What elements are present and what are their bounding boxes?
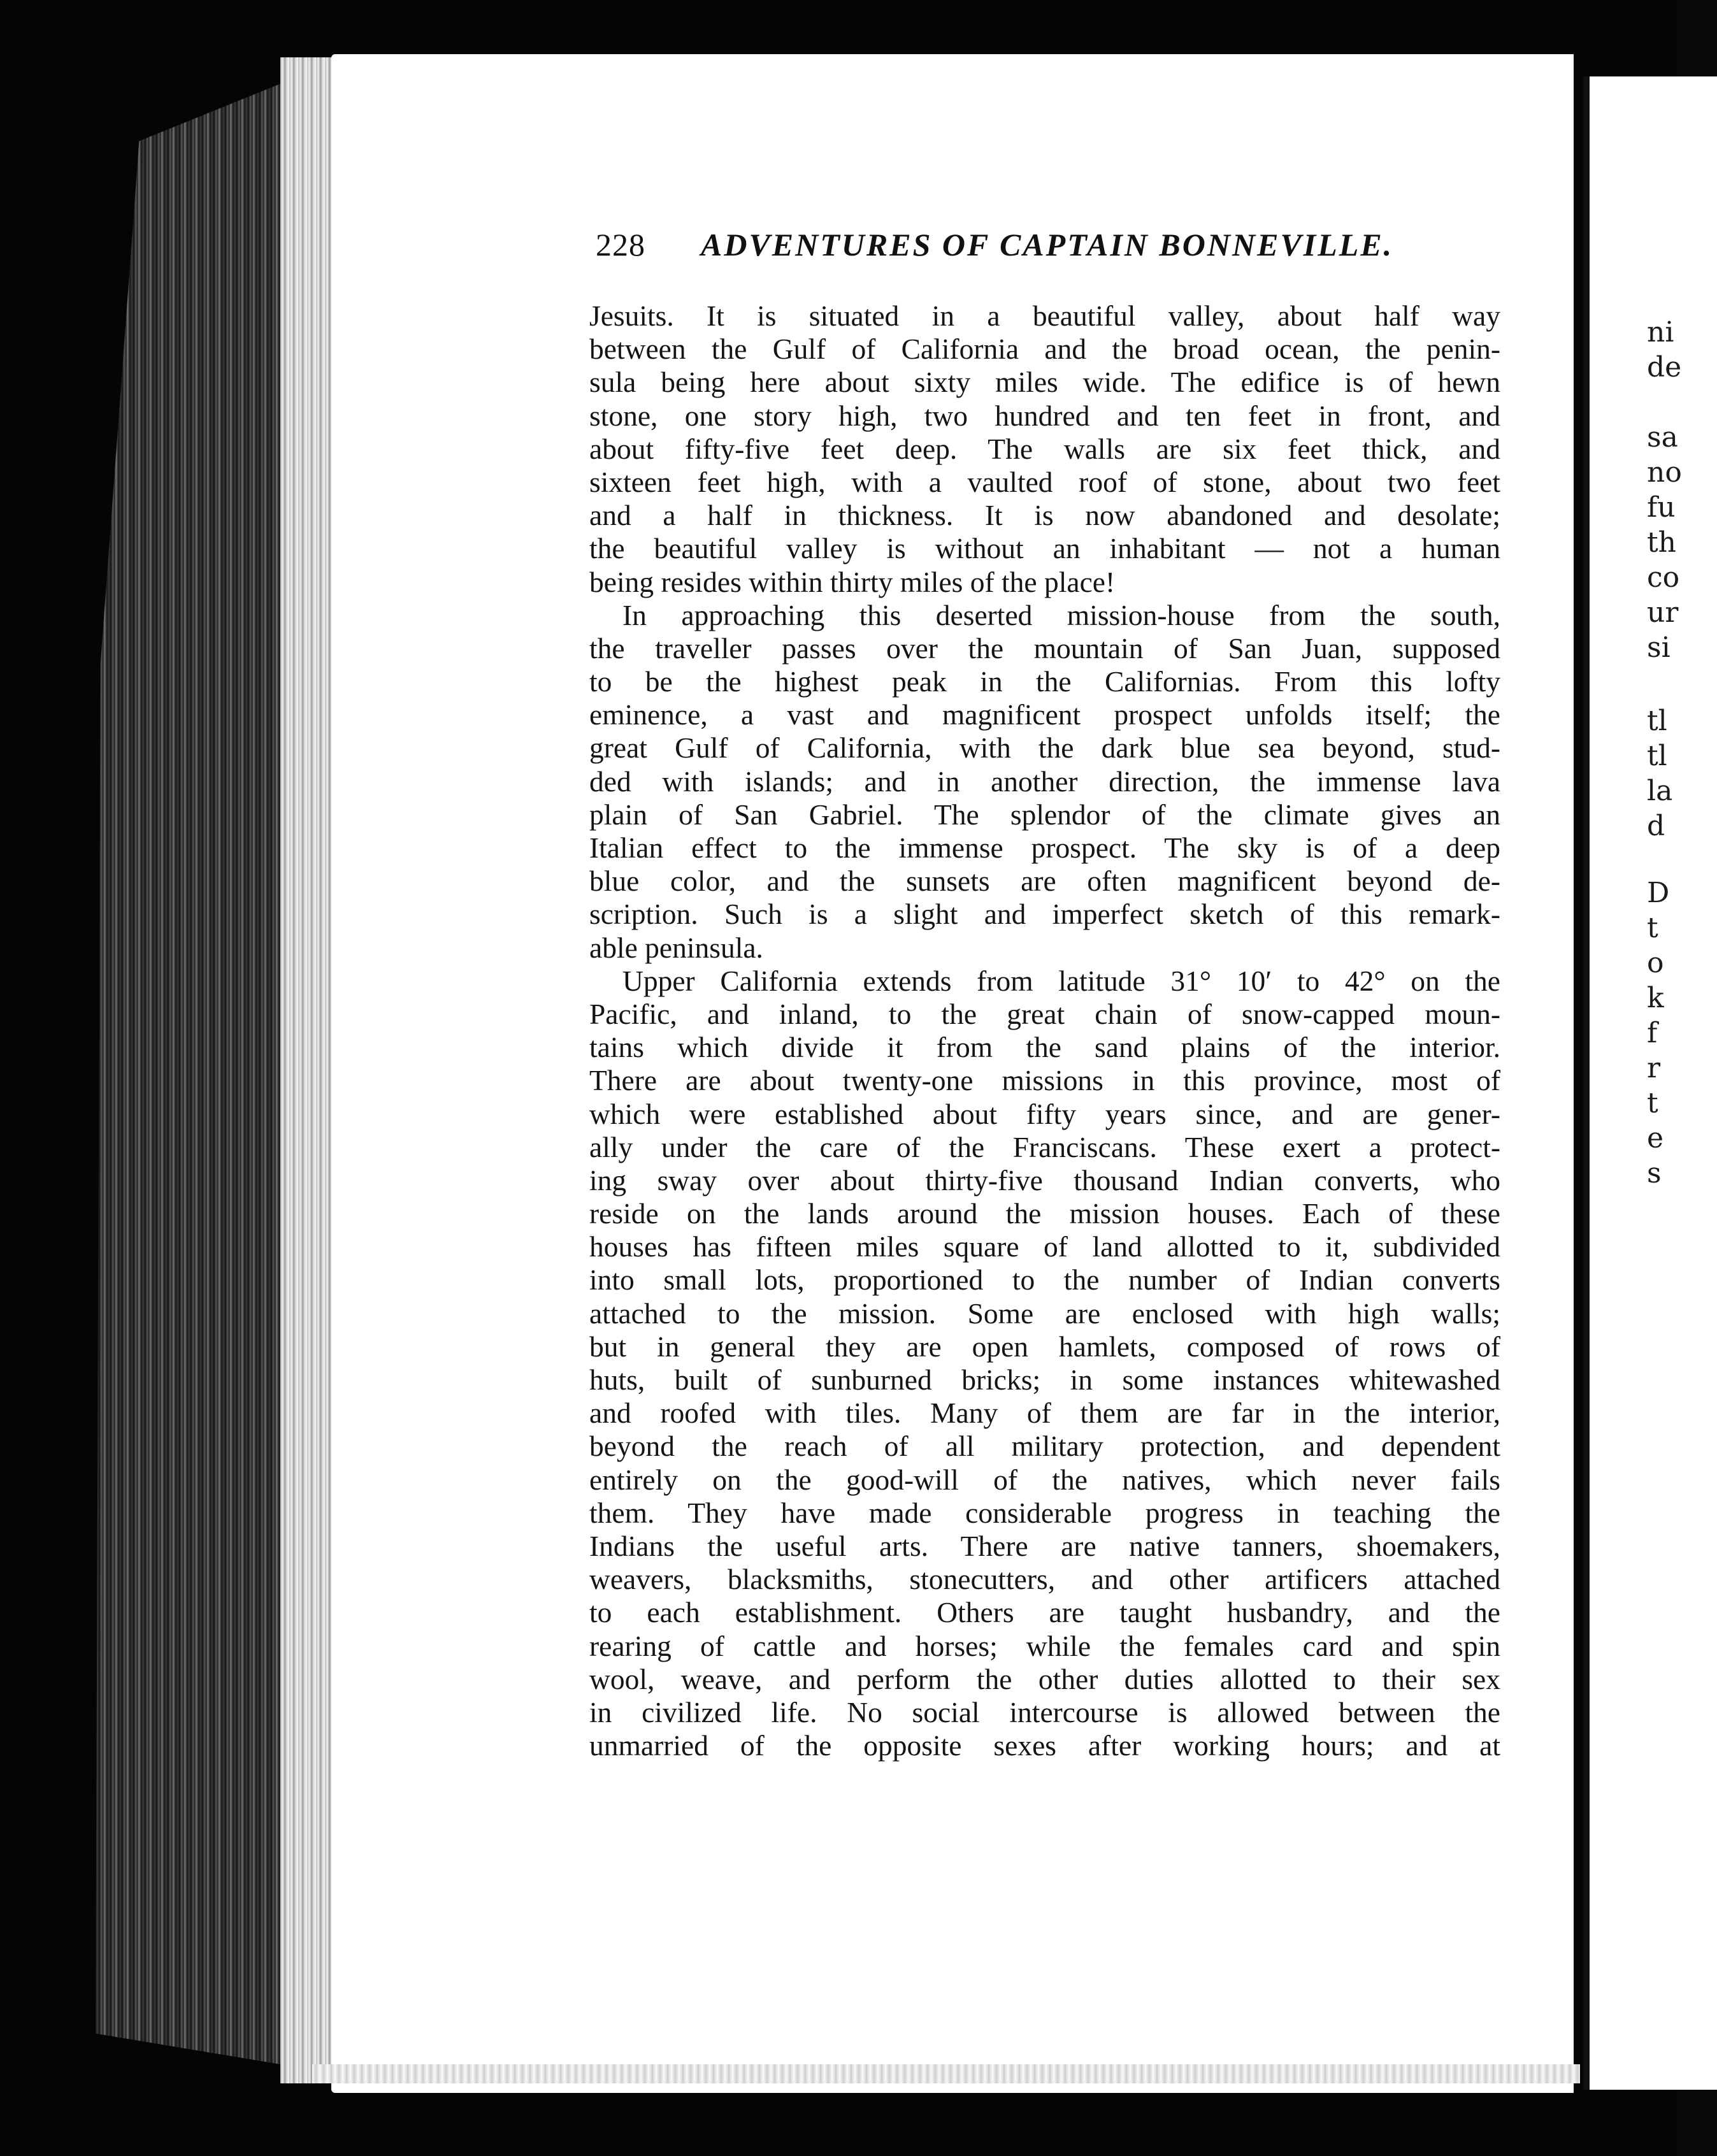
text-line: unmarried of the opposite sexes after working hours; and at xyxy=(589,1729,1500,1762)
text-line: the traveller passes over the mountain of San Juan, supposed xyxy=(589,631,1500,665)
facing-page-fragment: no xyxy=(1647,456,1682,489)
text-line: to be the highest peak in the Californias. From this lofty xyxy=(589,665,1500,698)
text-line: attached to the mission. Some are enclosed with high walls; xyxy=(589,1297,1500,1330)
text-line: them. They have made considerable progress in teaching the xyxy=(589,1496,1500,1529)
text-line: huts, built of sunburned bricks; in some instances whitewashed xyxy=(589,1363,1500,1396)
page-header xyxy=(596,226,1500,264)
body-text xyxy=(589,299,1500,1762)
text-line: reside on the lands around the mission houses. Each of these xyxy=(589,1197,1500,1230)
text-line: rearing of cattle and horses; while the females card and spin xyxy=(589,1629,1500,1662)
text-line: scription. Such is a slight and imperfect sketch of this remark- xyxy=(589,898,1500,931)
text-line: great Gulf of California, with the dark blue sea beyond, stud- xyxy=(589,731,1500,765)
facing-page-fragment: d xyxy=(1647,810,1665,842)
text-line: weavers, blacksmiths, stonecutters, and other artificers attached xyxy=(589,1563,1500,1596)
text-line: being resides within thirty miles of the place! xyxy=(589,565,1116,598)
text-line: the beautiful valley is without an inhabitant — not a human xyxy=(589,532,1500,565)
facing-page-fragment: sa xyxy=(1647,421,1678,454)
text-line: blue color, and the sunsets are often magnificent beyond de- xyxy=(589,865,1500,898)
facing-page-fragment: ni xyxy=(1647,316,1674,349)
facing-page-fragment: si xyxy=(1647,631,1670,664)
text-line: which were established about fifty years since, and are gener- xyxy=(589,1097,1500,1130)
text-line: There are about twenty-one missions in this province, most of xyxy=(589,1064,1500,1097)
text-line: able peninsula. xyxy=(589,931,763,964)
text-line: and a half in thickness. It is now abandoned and desolate; xyxy=(589,499,1500,532)
text-line: tains which divide it from the sand plains of the interior. xyxy=(589,1031,1500,1064)
text-line: houses has fifteen miles square of land allotted to it, subdivided xyxy=(589,1230,1500,1263)
facing-page-fragment: de xyxy=(1647,351,1682,384)
facing-page-fragment: D xyxy=(1647,877,1670,909)
text-line: ing sway over about thirty-five thousand Indian converts, who xyxy=(589,1163,1500,1197)
facing-page-fragment: e xyxy=(1647,1122,1664,1154)
text-line: into small lots, proportioned to the number of Indian converts xyxy=(589,1263,1500,1297)
text-line: sixteen feet high, with a vaulted roof of stone, about two feet xyxy=(589,465,1500,498)
text-line: ally under the care of the Franciscans. These exert a protect- xyxy=(589,1130,1500,1163)
running-title: ADVENTURES OF CAPTAIN BONNEVILLE. xyxy=(701,227,1394,262)
facing-page-fragment: k xyxy=(1647,982,1664,1014)
facing-page-fragment: o xyxy=(1647,947,1664,979)
text-line: In approaching this deserted mission-house from the south, xyxy=(622,598,1500,631)
text-line: but in general they are open hamlets, composed of rows of xyxy=(589,1330,1500,1363)
facing-page-fragment: r xyxy=(1647,1052,1661,1084)
text-line: sula being here about sixty miles wide. The edifice is of hewn xyxy=(589,366,1500,399)
facing-page-fragment: fu xyxy=(1647,491,1676,524)
facing-page-fragment: t xyxy=(1647,912,1658,944)
facing-page-fragment: tl xyxy=(1647,705,1667,737)
page-number: 228 xyxy=(596,227,645,262)
text-line: Upper California extends from latitude 31° 10′ to 42° on the xyxy=(622,964,1500,997)
text-line: Pacific, and inland, to the great chain of snow-capped moun- xyxy=(589,997,1500,1030)
text-line: ded with islands; and in another direction, the immense lava xyxy=(589,765,1500,798)
text-line: plain of San Gabriel. The splendor of the climate gives an xyxy=(589,798,1500,831)
text-line: eminence, a vast and magnificent prospect unfolds itself; the xyxy=(589,698,1500,731)
text-line: Italian effect to the immense prospect. The sky is of a deep xyxy=(589,831,1500,864)
text-line: in civilized life. No social intercourse is allowed between the xyxy=(589,1695,1500,1728)
facing-page-fragment: ur xyxy=(1647,596,1679,629)
text-line: Jesuits. It is situated in a beautiful valley, about half way xyxy=(589,299,1500,332)
facing-page-fragment: co xyxy=(1647,561,1680,594)
facing-page-fragment: s xyxy=(1647,1157,1662,1189)
text-line: entirely on the good-will of the natives, which never fails xyxy=(589,1463,1500,1496)
facing-page-fragment: f xyxy=(1647,1017,1658,1049)
text-line: Indians the useful arts. There are native tanners, shoemakers, xyxy=(589,1529,1500,1562)
facing-page-fragment: th xyxy=(1647,526,1677,559)
text-line: stone, one story high, two hundred and ten feet in front, and xyxy=(589,399,1500,432)
text-line: about fifty-five feet deep. The walls are six feet thick, and xyxy=(589,432,1500,465)
facing-page-fragment: tl xyxy=(1647,740,1667,772)
text-line: between the Gulf of California and the broad ocean, the penin- xyxy=(589,333,1500,366)
text-line: to each establishment. Others are taught husbandry, and the xyxy=(589,1596,1500,1629)
facing-page-fragment: la xyxy=(1647,775,1673,807)
page-bottom-edge xyxy=(312,2064,1580,2083)
book-page-edges-light xyxy=(280,57,338,2083)
text-line: wool, weave, and perform the other duties allotted to their sex xyxy=(589,1662,1500,1695)
facing-page-fragment: t xyxy=(1647,1087,1658,1119)
text-line: and roofed with tiles. Many of them are far in the interior, xyxy=(589,1397,1500,1430)
text-line: beyond the reach of all military protection, and dependent xyxy=(589,1430,1500,1463)
